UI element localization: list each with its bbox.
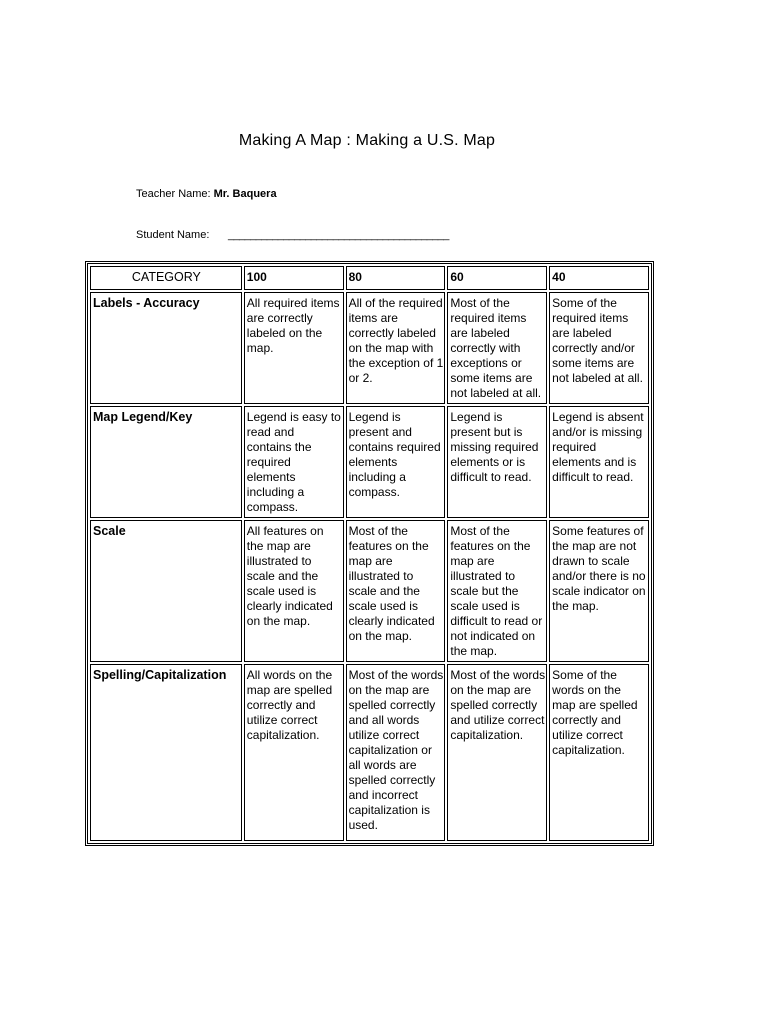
table-cell: Some features of the map are not drawn to scale and/or there is no scale indicator on the map.	[549, 520, 649, 662]
teacher-name-label: Teacher Name:	[136, 188, 211, 200]
table-cell: All features on the map are illustrated to scale and the scale used is clearly indicated on the map.	[244, 520, 344, 662]
table-cell: Some of the words on the map are spelled correctly and utilize correct capitalization.	[549, 664, 649, 841]
table-cell: Legend is present but is missing required elements or is difficult to read.	[447, 406, 547, 518]
table-row	[90, 292, 649, 404]
header-score-60: 60	[447, 266, 547, 290]
table-cell: Legend is present and contains required elements including a compass.	[346, 406, 446, 518]
table-row	[90, 664, 649, 841]
row-category: Map Legend/Key	[90, 406, 242, 518]
table-cell: Most of the words on the map are spelled correctly and all words utilize correct capitalization or all words are spelled correctly and incorrect capitalization is used.	[346, 664, 446, 841]
header-score-80: 80	[346, 266, 446, 290]
table-cell: Most of the features on the map are illustrated to scale and the scale used is clearly indicated on the map.	[346, 520, 446, 662]
table-cell: Legend is easy to read and contains the required elements including a compass.	[244, 406, 344, 518]
student-name-row	[136, 229, 449, 241]
header-score-40: 40	[549, 266, 649, 290]
page-title: Making A Map : Making a U.S. Map	[238, 132, 496, 149]
header-category: CATEGORY	[90, 266, 242, 290]
table-cell: Legend is absent and/or is missing required elements and is difficult to read.	[549, 406, 649, 518]
rubric-table	[85, 261, 654, 846]
table-row	[90, 406, 649, 518]
header-score-100: 100	[244, 266, 344, 290]
student-name-blank: ________________________________________	[228, 229, 449, 241]
table-cell: Most of the words on the map are spelled correctly and utilize correct capitalization.	[447, 664, 547, 841]
table-cell: All required items are correctly labeled on the map.	[244, 292, 344, 404]
teacher-name-row	[136, 188, 277, 200]
table-cell: Most of the required items are labeled correctly with exceptions or some items are not labeled at all.	[447, 292, 547, 404]
row-category: Labels - Accuracy	[90, 292, 242, 404]
table-cell: All words on the map are spelled correctly and utilize correct capitalization.	[244, 664, 344, 841]
table-row	[90, 520, 649, 662]
teacher-name-value: Mr. Baquera	[213, 188, 277, 200]
table-cell: All of the required items are correctly labeled on the map with the exception of 1 or 2.	[346, 292, 446, 404]
header-row	[90, 266, 649, 290]
row-category: Scale	[90, 520, 242, 662]
student-name-label: Student Name:	[136, 229, 210, 241]
table-cell: Most of the features on the map are illustrated to scale but the scale used is difficult to read or not indicated on the map.	[447, 520, 547, 662]
row-category: Spelling/Capitalization	[90, 664, 242, 841]
table-cell: Some of the required items are labeled correctly and/or some items are not labeled at all.	[549, 292, 649, 404]
